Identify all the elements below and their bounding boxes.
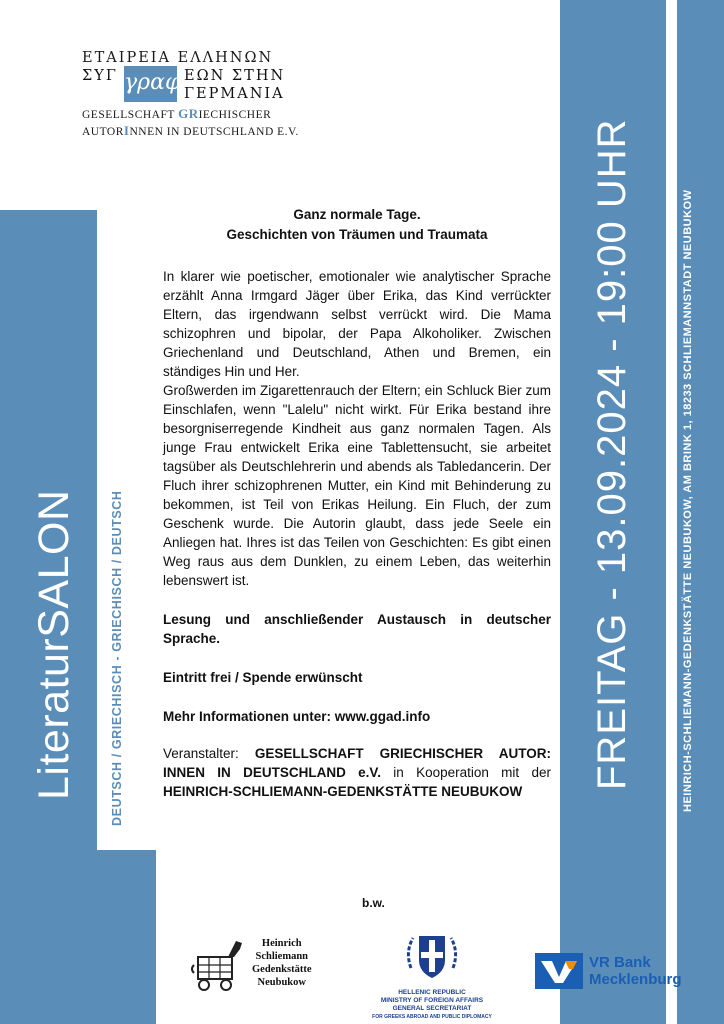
left-band-white-strip bbox=[97, 210, 156, 850]
hs-line2: Schliemann bbox=[255, 951, 308, 962]
greek-coat-of-arms-icon bbox=[403, 928, 461, 984]
logo-greek-eon: ΕΩΝ ΣΤΗΝ bbox=[184, 68, 286, 84]
title-line1: Ganz normale Tage. bbox=[293, 207, 421, 222]
organizer-note: Veranstalter: GESELLSCHAFT GRIECHISCHER AUTOR: INNEN IN DEUTSCHLAND e.V. in Kooperation mit der HEINRICH-SCHLIEMANN-GEDENKSTÄTTE NEUBUKOW bbox=[163, 746, 552, 799]
vr-line2: Mecklenburg bbox=[589, 971, 682, 988]
event-title bbox=[163, 205, 551, 245]
gr-line2: MINISTRY OF FOREIGN AFFAIRS bbox=[380, 997, 484, 1004]
title-line2: Geschichten von Träumen und Traumata bbox=[226, 227, 488, 242]
logo-greek-row bbox=[82, 66, 302, 102]
trojan-horse-icon bbox=[190, 935, 250, 995]
hs-line4: Neubukow bbox=[257, 977, 306, 988]
logo-graf-box: γραφ bbox=[124, 66, 177, 102]
main-content bbox=[163, 205, 551, 801]
logo-greek-germania: ΓΕΡΜΑΝΙΑ bbox=[184, 86, 285, 102]
hellenic-republic-logo bbox=[372, 928, 492, 1018]
info-link[interactable]: Mehr Informationen unter: www.ggad.info bbox=[163, 709, 431, 724]
entry-note: Eintritt frei / Spende erwünscht bbox=[163, 670, 363, 685]
logo-greek-syg: ΣΥΓ bbox=[82, 68, 118, 84]
logo-german-line1: GESELLSCHAFT GRIECHISCHER bbox=[82, 106, 272, 121]
description-paragraph-1: In klarer wie poetischer, emotionaler wie analytischer Sprache erzählt Anna Irmgard Jäger über Erika, das Kind verrückter Eltern, das irgendwann selbst verrückt wird. Die Mama schizophren und bipolar, der Papa Alkoholiker. Zwischen Griechenland und Deutschland, Athen und Bremen, ein ständiges Hin und Her. bbox=[163, 269, 551, 379]
languages-vertical-label: DEUTSCH / GRIECHISCH - GRIECHISCH / DEUTSCH bbox=[110, 490, 124, 826]
reading-note: Lesung und anschließender Austausch in deutscher Sprache. bbox=[163, 612, 551, 646]
description-paragraph-2: Großwerden im Zigarettenrauch der Eltern; ein Schluck Bier zum Einschlafen, wenn "Lalelu" nicht wirkt. Für Erika bestand ihre besorgniserregende Kindheit aus ganz normalen Tagen. Als junge Frau entwickelt Erika eine Tablettensucht, sie arbeitet tagsüber als Deutschlehrerin und abends als Tabledancerin. Der Fluch ihrer schizophrenen Mutter, ein Kind mit Behinderung zu bekommen, ist Teil von Erikas Heilung. Ein Fluch, der zum Geschenk wurde. Die Autorin glaubt, dass jede Seele ein Anliegen hat. Ihres ist das Teilen von Geschichten: Es gibt einen Weg raus aus dem Dunklen, zu einem Leben, das weiterhin lebenswert ist. bbox=[163, 383, 551, 588]
literatursalon-vertical-title: LiteraturSALON bbox=[30, 489, 78, 800]
venue-address-vertical: HEINRICH-SCHLIEMANN-GEDENKSTÄTTE NEUBUKOW, AM BRINK 1, 18233 SCHLIEMANNSTADT NEUBUKOW bbox=[682, 189, 694, 812]
schliemann-gedenkstaette-logo bbox=[190, 935, 320, 995]
please-turn-over-note: b.w. bbox=[362, 896, 385, 910]
gr-line1: HELLENIC REPUBLIC bbox=[398, 989, 466, 996]
ggad-logo bbox=[82, 50, 302, 139]
right-blue-band bbox=[560, 0, 724, 1024]
gr-line3: GENERAL SECRETARIAT bbox=[392, 1005, 472, 1012]
event-date-vertical: FREITAG - 13.09.2024 - 19:00 UHR bbox=[590, 118, 634, 790]
right-band-white-strip bbox=[666, 0, 677, 1024]
vr-bank-logo bbox=[535, 953, 705, 993]
hs-line3: Gedenkstätte bbox=[252, 964, 312, 975]
logo-greek-line1: ΕΤΑΙΡΕΙΑ ΕΛΛΗΝΩΝ bbox=[82, 50, 274, 66]
gr-line4: FOR GREEKS ABROAD AND PUBLIC DIPLOMACY bbox=[372, 1014, 492, 1020]
vr-bank-logo-icon bbox=[535, 953, 583, 989]
hs-line1: Heinrich bbox=[261, 938, 302, 949]
logo-german-line2: AUTORINNEN IN DEUTSCHLAND E.V. bbox=[82, 123, 299, 138]
vr-line1: VR Bank bbox=[589, 954, 651, 971]
